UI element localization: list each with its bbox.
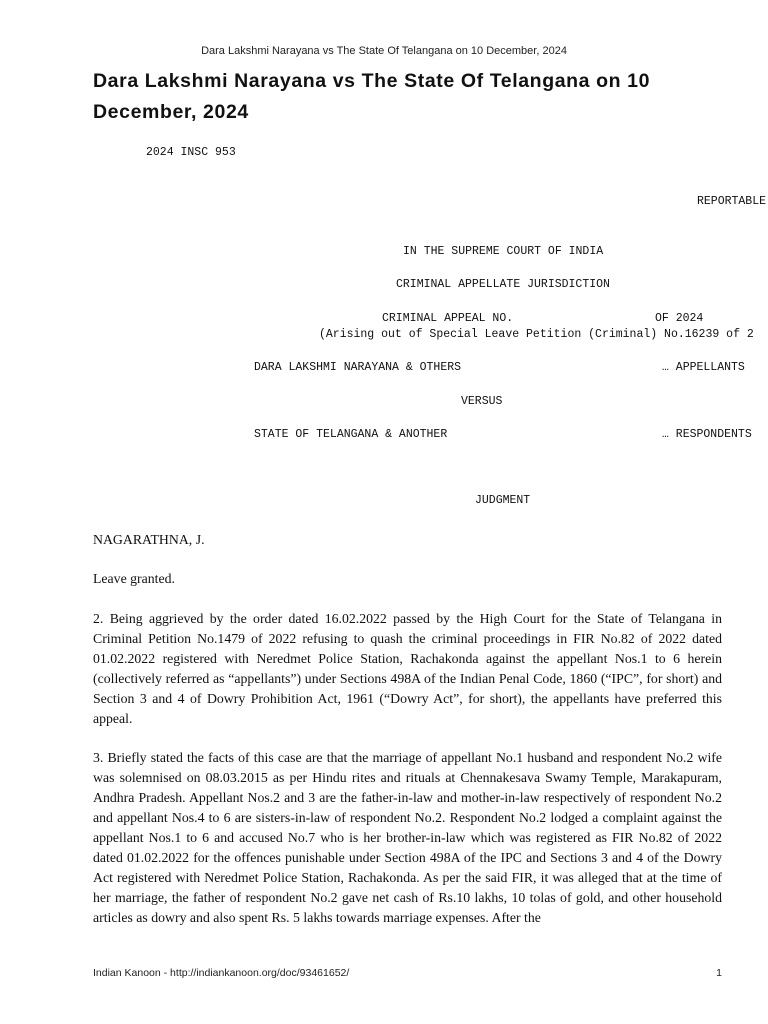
reportable-label: REPORTABLE xyxy=(697,195,767,208)
paragraph-3: 3. Briefly stated the facts of this case are that the marriage of appellant No.1 husband and respondent No.2 wife was solemnised on 08.03.2015 as per Hindu rites and rituals at Chennakesava Swamy Temple, Marakapuram, Andhra Pradesh. Appellant Nos.2 and 3 are the father-in-law and mother-in-law respectively of respondent No.2 and appellant Nos.4 to 6 are sisters-in-law of respondent No.2. Respondent No.2 lodged a complaint against the appellant Nos.1 to 6 and accused No.7 who is her brother-in-law which was registered as FIR No.82 of 2022 dated 01.02.2022 for the offences punishable under Section 498A of the IPC and Sections 3 and 4 of the Dowry Act registered with Neredmet Police Station, Rachakonda. As per the said FIR, it was alleged that at the time of her marriage, the father of respondent No.2 gave net cash of Rs.10 lakhs, 10 tolas of gold, and other household articles as dowry and also spent Rs. 5 lakhs towards marriage expenses. After the xyxy=(93,750,722,925)
respondents-name: STATE OF TELANGANA & ANOTHER xyxy=(254,428,448,441)
versus-label: VERSUS xyxy=(461,395,503,408)
arising-from: (Arising out of Special Leave Petition (Criminal) No.16239 of 2 xyxy=(319,328,754,341)
document-title: Dara Lakshmi Narayana vs The State Of Telangana on 10 December, 2024 xyxy=(93,70,651,123)
appeal-year: OF 2024 xyxy=(655,312,704,325)
author: NAGARATHNA, J. xyxy=(93,532,205,547)
judgment-heading: JUDGMENT xyxy=(475,494,531,507)
running-header: Dara Lakshmi Narayana vs The State Of Telangana on 10 December, 2024 xyxy=(201,45,567,57)
paragraph-1: Leave granted. xyxy=(93,571,175,586)
court-name: IN THE SUPREME COURT OF INDIA xyxy=(403,245,604,258)
footer-source-link[interactable]: Indian Kanoon - http://indiankanoon.org/doc/93461652/ xyxy=(93,967,350,979)
respondents-role: … RESPONDENTS xyxy=(662,428,752,441)
appellants-role: … APPELLANTS xyxy=(662,361,745,374)
citation: 2024 INSC 953 xyxy=(146,146,236,159)
appellants-name: DARA LAKSHMI NARAYANA & OTHERS xyxy=(254,361,462,374)
appeal-number-label: CRIMINAL APPEAL NO. xyxy=(382,312,514,325)
paragraph-2: 2. Being aggrieved by the order dated 16.02.2022 passed by the High Court for the State of Telangana in Criminal Petition No.1479 of 2022 refusing to quash the criminal proceedings in FIR No.82 of 2022 dated 01.02.2022 registered with Neredmet Police Station, Rachakonda against the appellant Nos.1 to 6 herein (collectively referred as “appellants”) under Sections 498A of the Indian Penal Code, 1860 (“IPC”, for short) and Section 3 and 4 of Dowry Prohibition Act, 1961 (“Dowry Act”, for short), the appellants have preferred this appeal. xyxy=(93,611,722,726)
jurisdiction: CRIMINAL APPELLATE JURISDICTION xyxy=(396,278,610,291)
page-footer xyxy=(93,967,722,979)
page-number: 1 xyxy=(716,967,722,979)
